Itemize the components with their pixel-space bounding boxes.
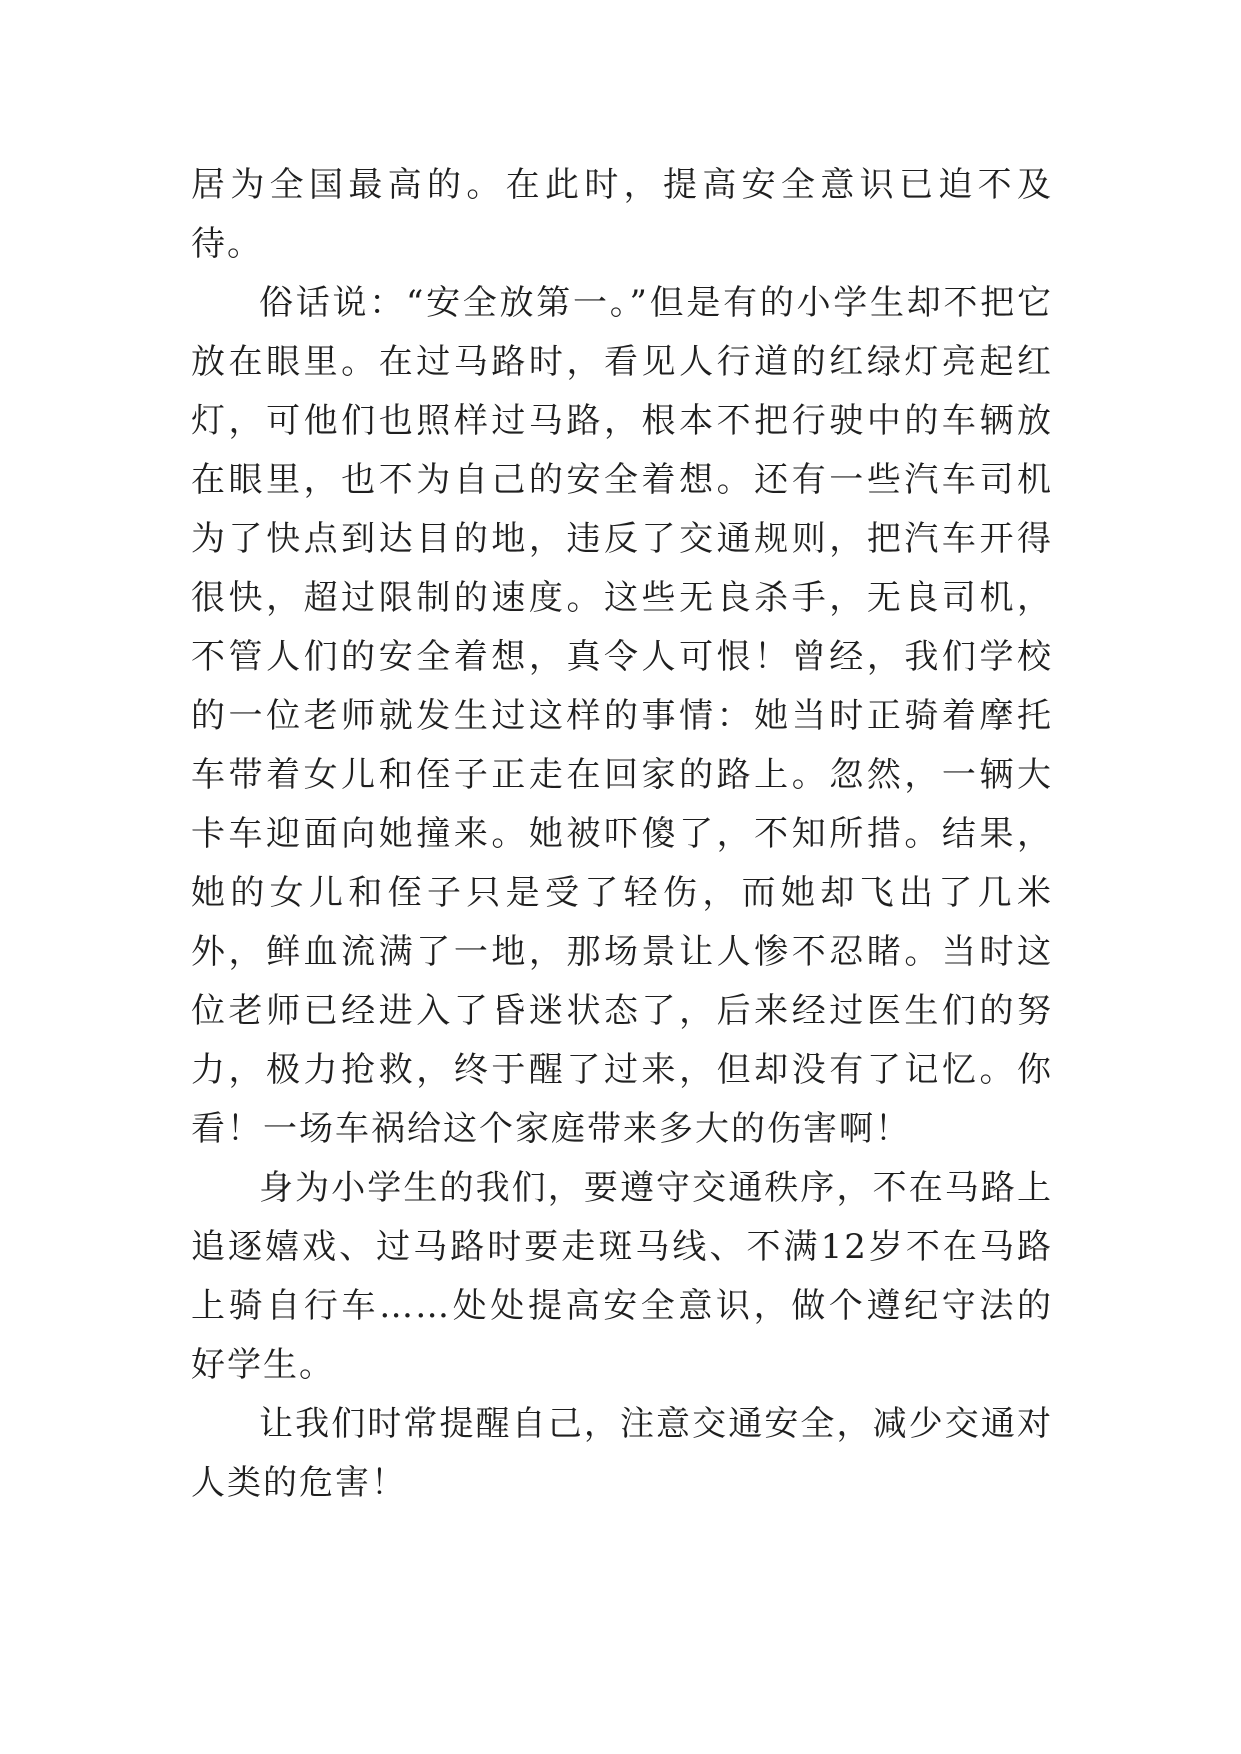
paragraph-student-duty: 身为小学生的我们，要遵守交通秩序，不在马路上追逐嬉戏、过马路时要走斑马线、不满12岁不在马路上骑自行车……处处提高安全意识，做个遵纪守法的好学生。 (191, 1168, 1053, 1385)
essay-body (191, 156, 1053, 1513)
paragraph-continued: 居为全国最高的。在此时，提高安全意识已迫不及待。 (191, 165, 1053, 264)
paragraph-safety-saying: 俗话说：“安全放第一。”但是有的小学生却不把它放在眼里。在过马路时，看见人行道的红绿灯亮起红灯，可他们也照样过马路，根本不把行驶中的车辆放在眼里，也不为自己的安全着想。还有一些汽车司机为了快点到达目的地，违反了交通规则，把汽车开得很快，超过限制的速度。这些无良杀手，无良司机，不管人们的安全着想，真令人可恨！曾经，我们学校的一位老师就发生过这样的事情：她当时正骑着摩托车带着女儿和侄子正走在回家的路上。忽然，一辆大卡车迎面向她撞来。她被吓傻了，不知所措。结果，她的女儿和侄子只是受了轻伤，而她却飞出了几米外，鲜血流满了一地，那场景让人惨不忍睹。当时这位老师已经进入了昏迷状态了，后来经过医生们的努力，极力抢救，终于醒了过来，但却没有了记忆。你看！一场车祸给这个家庭带来多大的伤害啊！ (191, 283, 1053, 1149)
paragraph-closing: 让我们时常提醒自己，注意交通安全，减少交通对人类的危害！ (191, 1404, 1053, 1503)
